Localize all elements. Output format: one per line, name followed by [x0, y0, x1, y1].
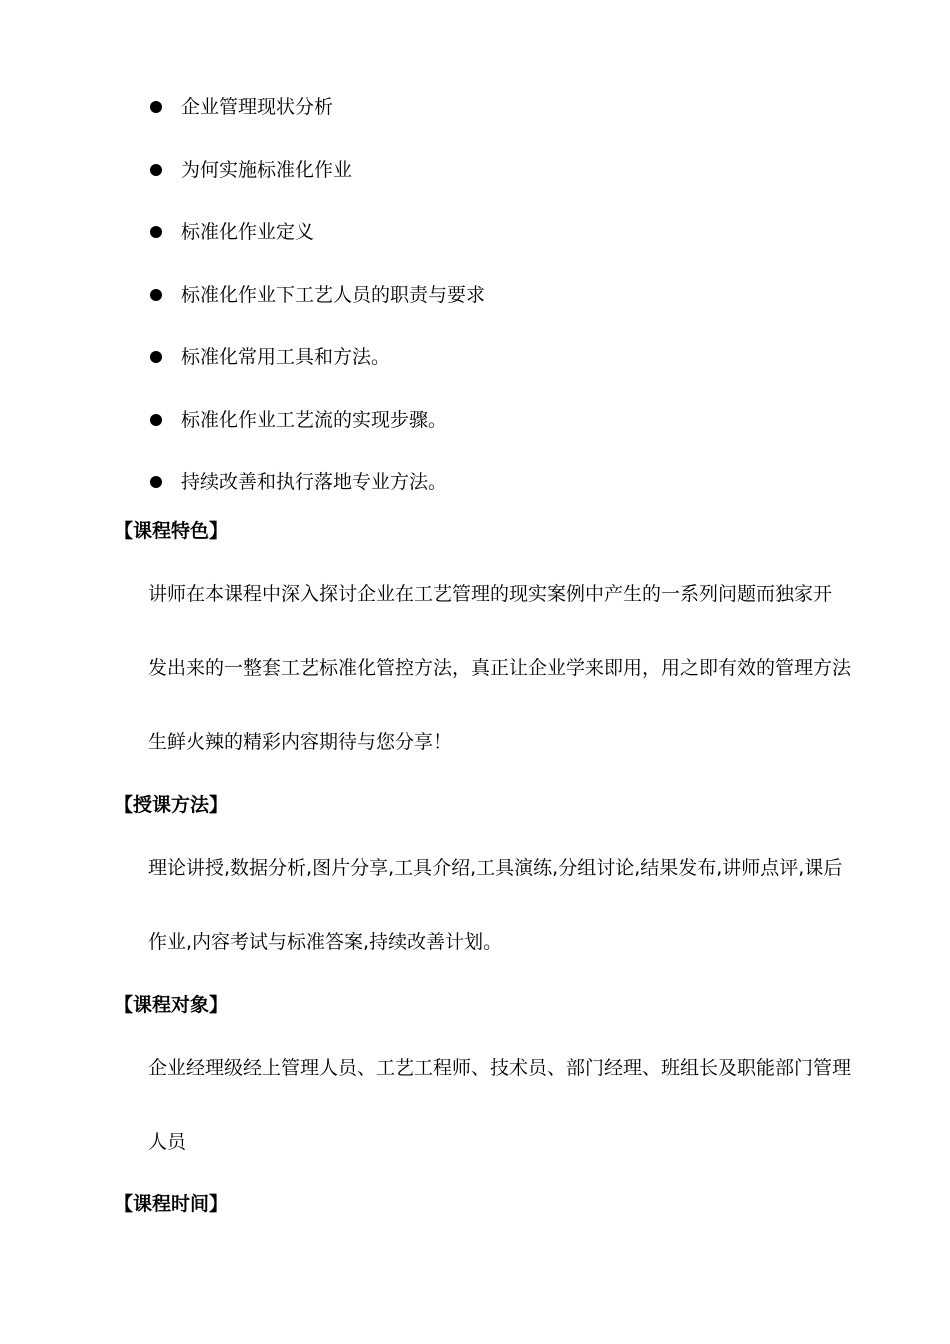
list-item: [148, 139, 485, 202]
paragraph-line: 生鲜火辣的精彩内容期待与您分享！: [148, 731, 453, 753]
paragraph-line: 企业经理级经上管理人员、工艺工程师、技术员、部门经理、班组长及职能部门管理: [148, 1057, 852, 1079]
features-heading: 【课程特色】: [114, 520, 229, 542]
bullet-icon: [150, 289, 162, 301]
paragraph-line: 发出来的一整套工艺标准化管控方法，真正让企业学来即用，用之即有效的管理方法: [148, 657, 852, 679]
duration-heading: 【课程时间】: [114, 1193, 229, 1215]
list-item-text: 标准化常用工具和方法。: [181, 346, 391, 369]
list-item: [148, 451, 485, 514]
list-item: [148, 389, 485, 452]
paragraph-line: 作业,内容考试与标准答案,持续改善计划。: [148, 931, 503, 953]
features-paragraph: [148, 576, 858, 798]
list-item: [148, 264, 485, 327]
list-item-text: 标准化作业定义: [181, 221, 315, 244]
paragraph-line: 人员: [148, 1131, 187, 1153]
list-item-text: 企业管理现状分析: [181, 96, 334, 119]
bullet-icon: [150, 164, 162, 176]
course-contents-list: [148, 76, 485, 514]
methods-heading: 【授课方法】: [114, 794, 229, 816]
list-item: [148, 201, 485, 264]
list-item: [148, 326, 485, 389]
bullet-icon: [150, 414, 162, 426]
bullet-icon: [150, 351, 162, 363]
paragraph-line: 讲师在本课程中深入探讨企业在工艺管理的现实案例中产生的一系列问题而独家开: [148, 583, 833, 605]
methods-paragraph: [148, 850, 858, 998]
paragraph-line: 理论讲授,数据分析,图片分享,工具介绍,工具演练,分组讨论,结果发布,讲师点评,课后: [148, 857, 843, 879]
audience-paragraph: [148, 1050, 858, 1198]
list-item-text: 标准化作业下工艺人员的职责与要求: [181, 283, 486, 306]
list-item-text: 标准化作业工艺流的实现步骤。: [181, 408, 448, 431]
list-item-text: 持续改善和执行落地专业方法。: [181, 471, 448, 494]
bullet-icon: [150, 476, 162, 488]
bullet-icon: [150, 101, 162, 113]
bullet-icon: [150, 226, 162, 238]
list-item: [148, 76, 485, 139]
list-item-text: 为何实施标准化作业: [181, 158, 353, 181]
audience-heading: 【课程对象】: [114, 994, 229, 1016]
